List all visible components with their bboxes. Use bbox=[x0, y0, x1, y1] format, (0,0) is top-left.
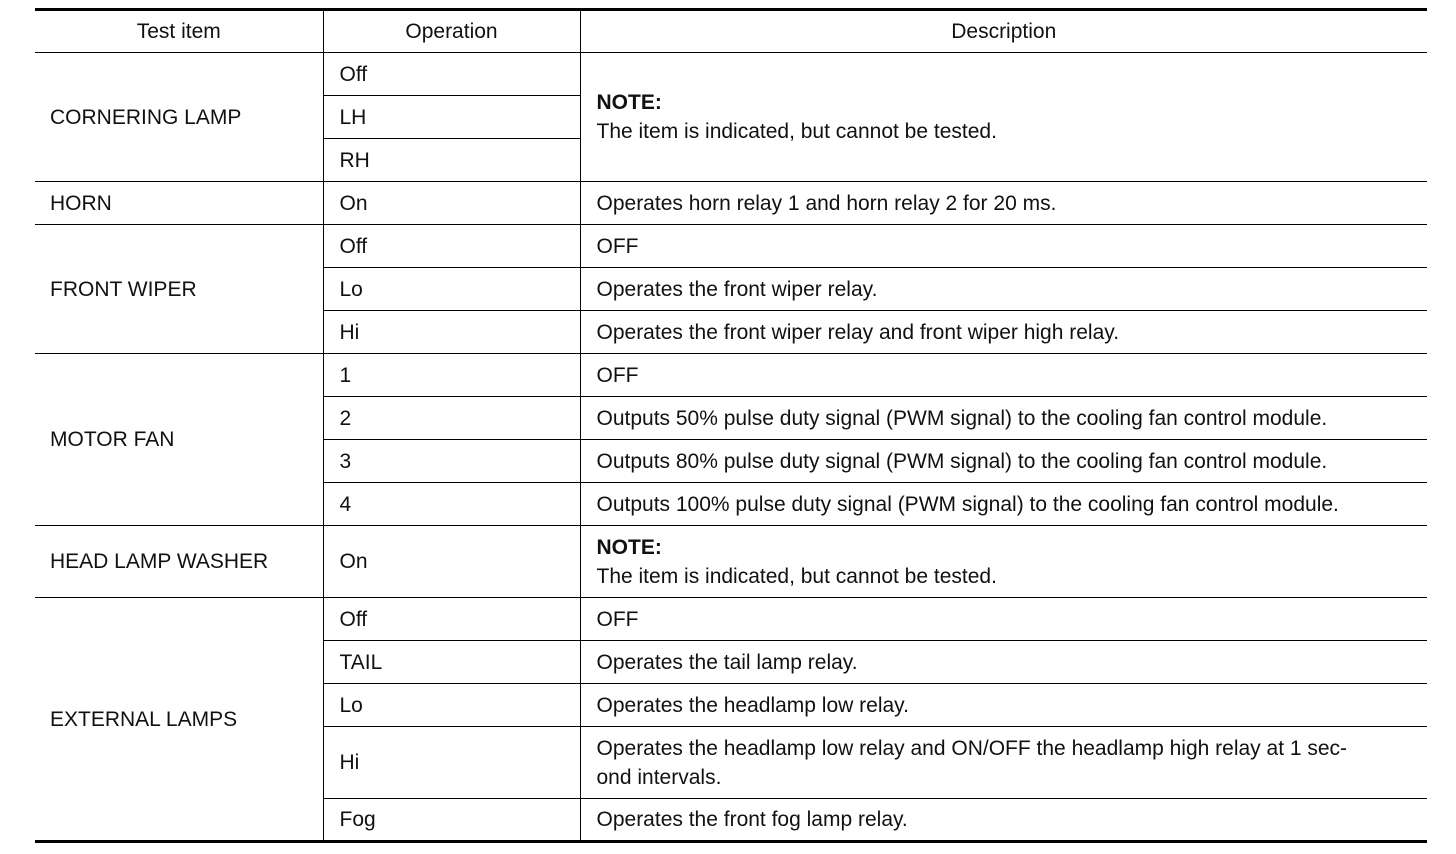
test-item-table bbox=[35, 8, 1427, 843]
description-cell: Operates horn relay 1 and horn relay 2 for 20 ms. bbox=[580, 182, 1427, 225]
table-row bbox=[35, 526, 1427, 598]
note-label: NOTE: bbox=[596, 535, 662, 559]
operation-cell: On bbox=[323, 526, 580, 598]
column-header-description: Description bbox=[580, 10, 1427, 53]
test-item-horn: HORN bbox=[35, 182, 323, 225]
test-item-external-lamps: EXTERNAL LAMPS bbox=[35, 598, 323, 842]
operation-cell: TAIL bbox=[323, 641, 580, 684]
test-item-motor-fan: MOTOR FAN bbox=[35, 354, 323, 526]
operation-cell: Fog bbox=[323, 799, 580, 842]
note-text: The item is indicated, but cannot be tested. bbox=[596, 120, 997, 143]
table-header-row bbox=[35, 10, 1427, 53]
operation-cell: Hi bbox=[323, 727, 580, 799]
description-cell: Operates the front wiper relay and front wiper high relay. bbox=[580, 311, 1427, 354]
description-cell: OFF bbox=[580, 225, 1427, 268]
operation-cell: 2 bbox=[323, 397, 580, 440]
note-text: The item is indicated, but cannot be tested. bbox=[596, 564, 997, 588]
description-cell: Outputs 50% pulse duty signal (PWM signal) to the cooling fan control module. bbox=[580, 397, 1427, 440]
test-item-cornering-lamp: CORNERING LAMP bbox=[35, 53, 323, 182]
description-cell: Outputs 80% pulse duty signal (PWM signal) to the cooling fan control module. bbox=[580, 440, 1427, 483]
column-header-test-item: Test item bbox=[35, 10, 323, 53]
operation-cell: LH bbox=[323, 96, 580, 139]
description-cell: Operates the front fog lamp relay. bbox=[580, 799, 1427, 842]
description-note-cell bbox=[580, 526, 1427, 598]
table-row bbox=[35, 53, 1427, 96]
description-cell: Operates the front wiper relay. bbox=[580, 268, 1427, 311]
operation-cell: Lo bbox=[323, 268, 580, 311]
operation-cell: Off bbox=[323, 598, 580, 641]
operation-cell: Off bbox=[323, 53, 580, 96]
table-row bbox=[35, 354, 1427, 397]
table-row bbox=[35, 598, 1427, 641]
note-label: NOTE: bbox=[596, 91, 662, 114]
description-cell: Operates the headlamp low relay and ON/OFF the headlamp high relay at 1 sec- ond intervals. bbox=[580, 727, 1427, 799]
operation-cell: 4 bbox=[323, 483, 580, 526]
description-cell: OFF bbox=[580, 598, 1427, 641]
description-cell: Operates the tail lamp relay. bbox=[580, 641, 1427, 684]
operation-cell: Off bbox=[323, 225, 580, 268]
test-item-front-wiper: FRONT WIPER bbox=[35, 225, 323, 354]
test-item-head-lamp-washer: HEAD LAMP WASHER bbox=[35, 526, 323, 598]
table-row bbox=[35, 225, 1427, 268]
operation-cell: On bbox=[323, 182, 580, 225]
description-cell: OFF bbox=[580, 354, 1427, 397]
operation-cell: Lo bbox=[323, 684, 580, 727]
description-note-cell bbox=[580, 53, 1427, 182]
operation-cell: 1 bbox=[323, 354, 580, 397]
description-cell: Outputs 100% pulse duty signal (PWM signal) to the cooling fan control module. bbox=[580, 483, 1427, 526]
operation-cell: Hi bbox=[323, 311, 580, 354]
column-header-operation: Operation bbox=[323, 10, 580, 53]
table-row bbox=[35, 182, 1427, 225]
operation-cell: RH bbox=[323, 139, 580, 182]
description-cell: Operates the headlamp low relay. bbox=[580, 684, 1427, 727]
operation-cell: 3 bbox=[323, 440, 580, 483]
